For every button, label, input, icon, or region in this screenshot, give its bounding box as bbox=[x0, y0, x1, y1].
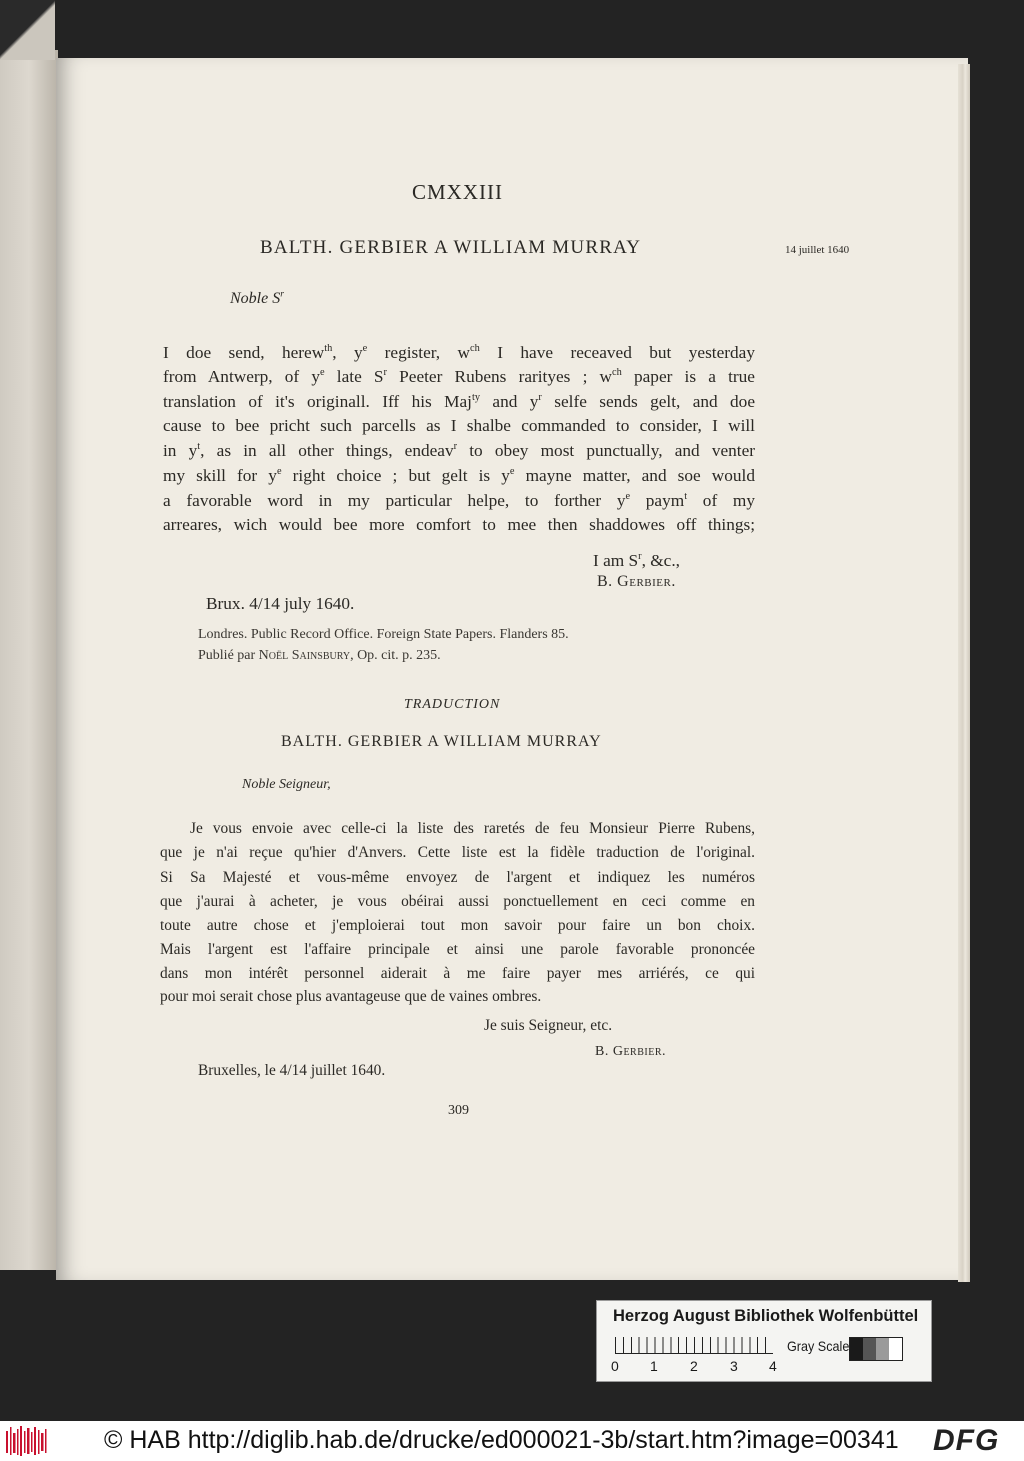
translation-line: que j'aurai à acheter, je vous obéirai aussi ponctuellement en ceci comme en bbox=[160, 893, 755, 910]
superscript: ch bbox=[612, 367, 622, 379]
publication-prefix: Publié par bbox=[198, 648, 259, 663]
grayscale-swatch bbox=[889, 1338, 902, 1360]
ruler-number: 4 bbox=[769, 1358, 777, 1374]
translation-title: BALTH. GERBIER A WILLIAM MURRAY bbox=[281, 733, 602, 750]
left-page-edge bbox=[0, 50, 58, 1270]
letter-title: BALTH. GERBIER A WILLIAM MURRAY bbox=[260, 237, 642, 258]
translation-line: Je vous envoie avec celle-ci la liste des raretés de feu Monsieur Pierre Rubens, bbox=[190, 820, 755, 837]
superscript: r bbox=[638, 551, 642, 563]
document-number: CMXXIII bbox=[412, 180, 503, 204]
page-edge bbox=[958, 64, 970, 1282]
letter-date: 14 juillet 1640 bbox=[785, 244, 850, 256]
letter-line: cause to bee pricht such parcells as I shalbe commanded to consider, I will bbox=[163, 416, 755, 435]
letter-line: my skill for $y^e$ right choice ; but gelt is $y^e$ mayne matter, and soe would bbox=[163, 466, 756, 485]
closing: I am $S^r$, &c., bbox=[593, 551, 680, 570]
page-number: 309 bbox=[448, 1103, 469, 1118]
left-page-corner bbox=[0, 0, 55, 60]
letter-line: translation of it's originall. Iff his Maj$^{ty}$ and $y^r$ selfe sends gelt, and doe bbox=[163, 392, 755, 411]
superscript: e bbox=[320, 367, 325, 379]
letter-line: I doe send, herew$^{th}$, $y^e$ register, $w^{ch}$ I have receaved but yesterday bbox=[163, 343, 755, 362]
translation-line: pour moi serait chose plus avantageuse que de vaines ombres. bbox=[160, 988, 542, 1005]
footer-bar bbox=[0, 1421, 1024, 1461]
ruler-number: 0 bbox=[611, 1358, 619, 1374]
superscript: e bbox=[509, 466, 515, 478]
dfg-logo: DFG bbox=[933, 1424, 1000, 1457]
publication-author: Noël Sainsbury bbox=[258, 648, 351, 663]
place-date: Brux. 4/14 july 1640. bbox=[206, 594, 355, 613]
superscript: r bbox=[453, 441, 458, 453]
letter-line: in $y^t$, as in all other things, endeav$^r$ to obey most punctually, and venter bbox=[163, 441, 756, 460]
grayscale-swatch bbox=[876, 1338, 889, 1360]
publication-suffix: , Op. cit. p. 235. bbox=[350, 648, 441, 663]
superscript: ch bbox=[470, 343, 480, 355]
letter-line: from Antwerp, of $y^e$ late $S^r$ Peeter Rubens rarityes ; $w^{ch}$ paper is a true bbox=[163, 367, 755, 386]
translation-salutation: Noble Seigneur, bbox=[242, 777, 331, 792]
library-label bbox=[596, 1300, 932, 1382]
translation-line: Si Sa Majesté et vous-même envoyez de l'argent et indiquez les numéros bbox=[160, 869, 755, 886]
letter-line: arreares, wich would bee more comfort to mee then shaddowes off things; bbox=[163, 515, 755, 534]
letter-line: a favorable word in my particular helpe, to forther $y^e$ paym$^t$ of my bbox=[163, 491, 756, 510]
translation-line: Mais l'argent est l'affaire principale et ainsi une parole favorable prononcée bbox=[160, 941, 755, 958]
hab-logo-icon bbox=[5, 1425, 47, 1457]
ruler-number: 1 bbox=[650, 1358, 658, 1374]
source-note: Londres. Public Record Office. Foreign State Papers. Flanders 85. bbox=[198, 627, 569, 642]
signature: B. Gerbier. bbox=[597, 573, 676, 590]
superscript: r bbox=[280, 288, 284, 300]
salutation: Noble $S^r$ bbox=[230, 288, 284, 307]
translation-heading: TRADUCTION bbox=[404, 697, 501, 712]
grayscale-swatches bbox=[849, 1337, 903, 1361]
publication-note bbox=[198, 648, 441, 664]
superscript: th bbox=[324, 343, 333, 355]
superscript: e bbox=[625, 491, 631, 503]
grayscale-label: Gray Scale bbox=[787, 1338, 850, 1354]
superscript: t bbox=[684, 491, 688, 503]
superscript: r bbox=[383, 367, 387, 379]
grayscale-swatch bbox=[863, 1338, 876, 1360]
translation-closing: Je suis Seigneur, etc. bbox=[484, 1017, 613, 1034]
grayscale-swatch bbox=[850, 1338, 863, 1360]
superscript: ty bbox=[471, 392, 481, 404]
translation-line: toute autre chose et j'emploierai tout mon savoir pour faire un bon choix. bbox=[160, 917, 755, 934]
ruler-number: 2 bbox=[690, 1358, 698, 1374]
ruler-number: 3 bbox=[730, 1358, 738, 1374]
translation-signature: B. Gerbier. bbox=[595, 1044, 667, 1059]
superscript: t bbox=[197, 441, 201, 453]
translation-line: dans mon intérêt personnel aiderait à me faire payer mes arriérés, ce qui bbox=[160, 965, 755, 982]
footer-copyright-url: © HAB http://diglib.hab.de/drucke/ed000021-3b/start.htm?image=00341 bbox=[104, 1426, 899, 1454]
translation-line: que je n'ai reçue qu'hier d'Anvers. Cette liste est la fidèle traduction de l'original. bbox=[160, 844, 755, 861]
superscript: r bbox=[538, 392, 542, 404]
superscript: e bbox=[362, 343, 368, 355]
translation-place-date: Bruxelles, le 4/14 juillet 1640. bbox=[198, 1062, 386, 1079]
library-name: Herzog August Bibliothek Wolfenbüttel bbox=[613, 1307, 919, 1325]
superscript: e bbox=[276, 466, 282, 478]
ruler-scale bbox=[615, 1337, 773, 1354]
